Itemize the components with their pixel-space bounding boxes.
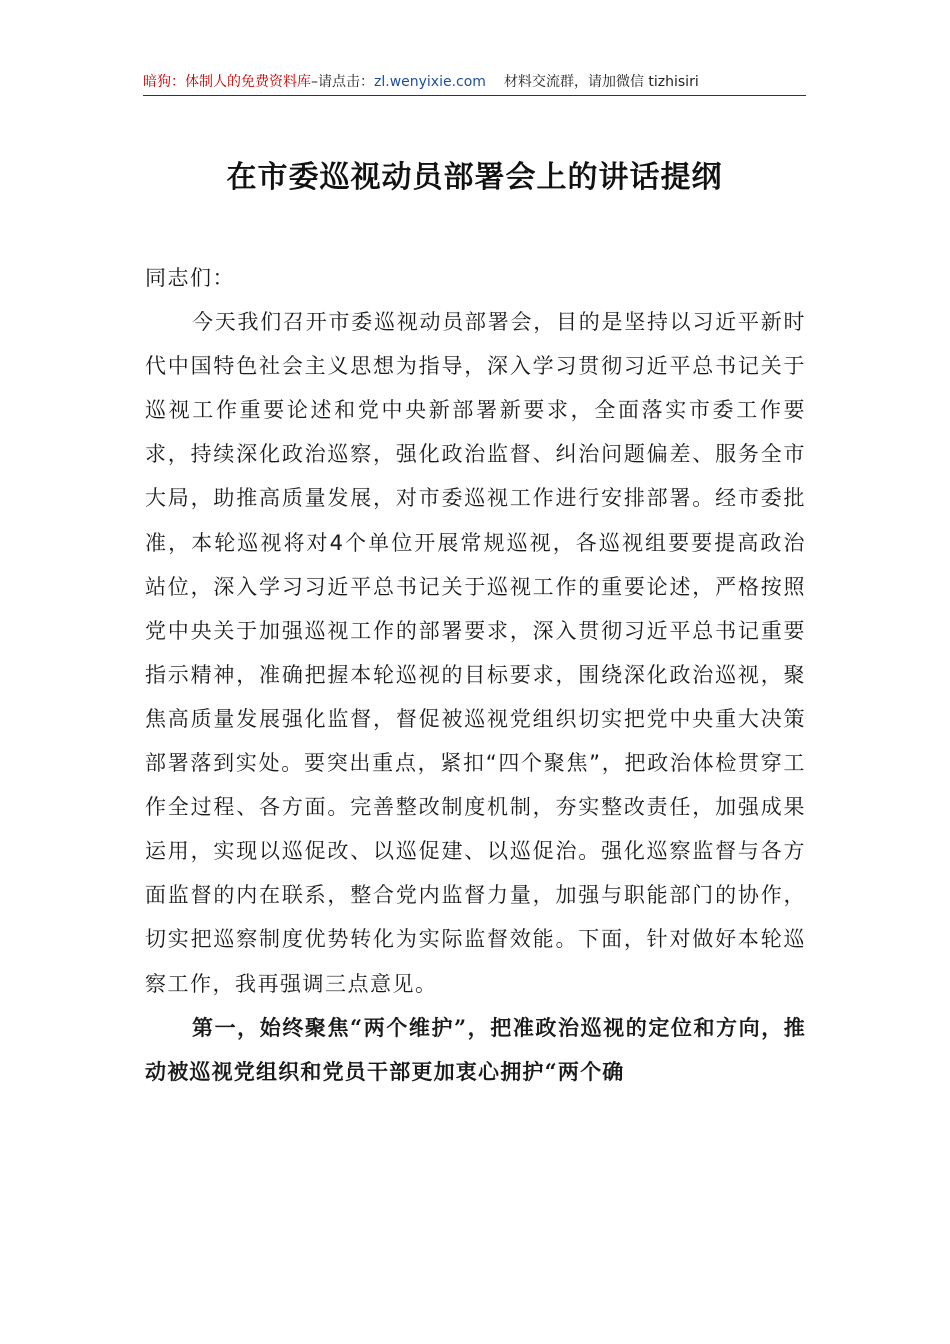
document-title: 在市委巡视动员部署会上的讲话提纲 [226, 160, 723, 195]
section-heading: 第一，始终聚焦“两个维护”，把准政治巡视的定位和方向，推动被巡视党组织和党员干部更加衷心拥护“两个确 [145, 1014, 806, 1084]
click-prompt: –请点击： [311, 74, 374, 90]
body-paragraph: 今天我们召开市委巡视动员部署会，目的是坚持以习近平新时代中国特色社会主义思想为指导，深入学习贯彻习近平总书记关于巡视工作重要论述和党中央新部署新要求，全面落实市委工作要求，持续深化政治巡察，强化政治监督、纠治问题偏差、服务全市大局，助推高质量发展，对市委巡视工作进行安排部署。经市委批准，本轮巡视将对4个单位开展常规巡视，各巡视组要要提高政治站位，深入学习习近平总书记关于巡视工作的重要论述，严格按照党中央关于加强巡视工作的部署要求，深入贯彻习近平总书记重要指示精神，准确把握本轮巡视的目标要求，围绕深化政治巡视，聚焦高质量发展强化监督，督促被巡视党组织切实把党中央重大决策部署落到实处。要突出重点，紧扣“四个聚焦”，把政治体检贯穿工作全过程、各方面。完善整改制度机制，夯实整改责任，加强成果运用，实现以巡促改、以巡促建、以巡促治。强化巡察监督与各方面监督的内在联系，整合党内监督力量，加强与职能部门的协作，切实把巡察制度优势转化为实际监督效能。下面，针对做好本轮巡察工作，我再强调三点意见。 [145, 310, 806, 996]
document-body [145, 256, 806, 1094]
group-notice: 材料交流群，请加微信 tizhisiri [503, 74, 699, 90]
header-banner [143, 70, 806, 94]
site-name: 暗狗：体制人的免费资料库 [143, 74, 311, 90]
site-link[interactable]: zl.wenyixie.com [374, 74, 486, 90]
salutation: 同志们： [145, 266, 235, 290]
header-divider [143, 95, 806, 96]
